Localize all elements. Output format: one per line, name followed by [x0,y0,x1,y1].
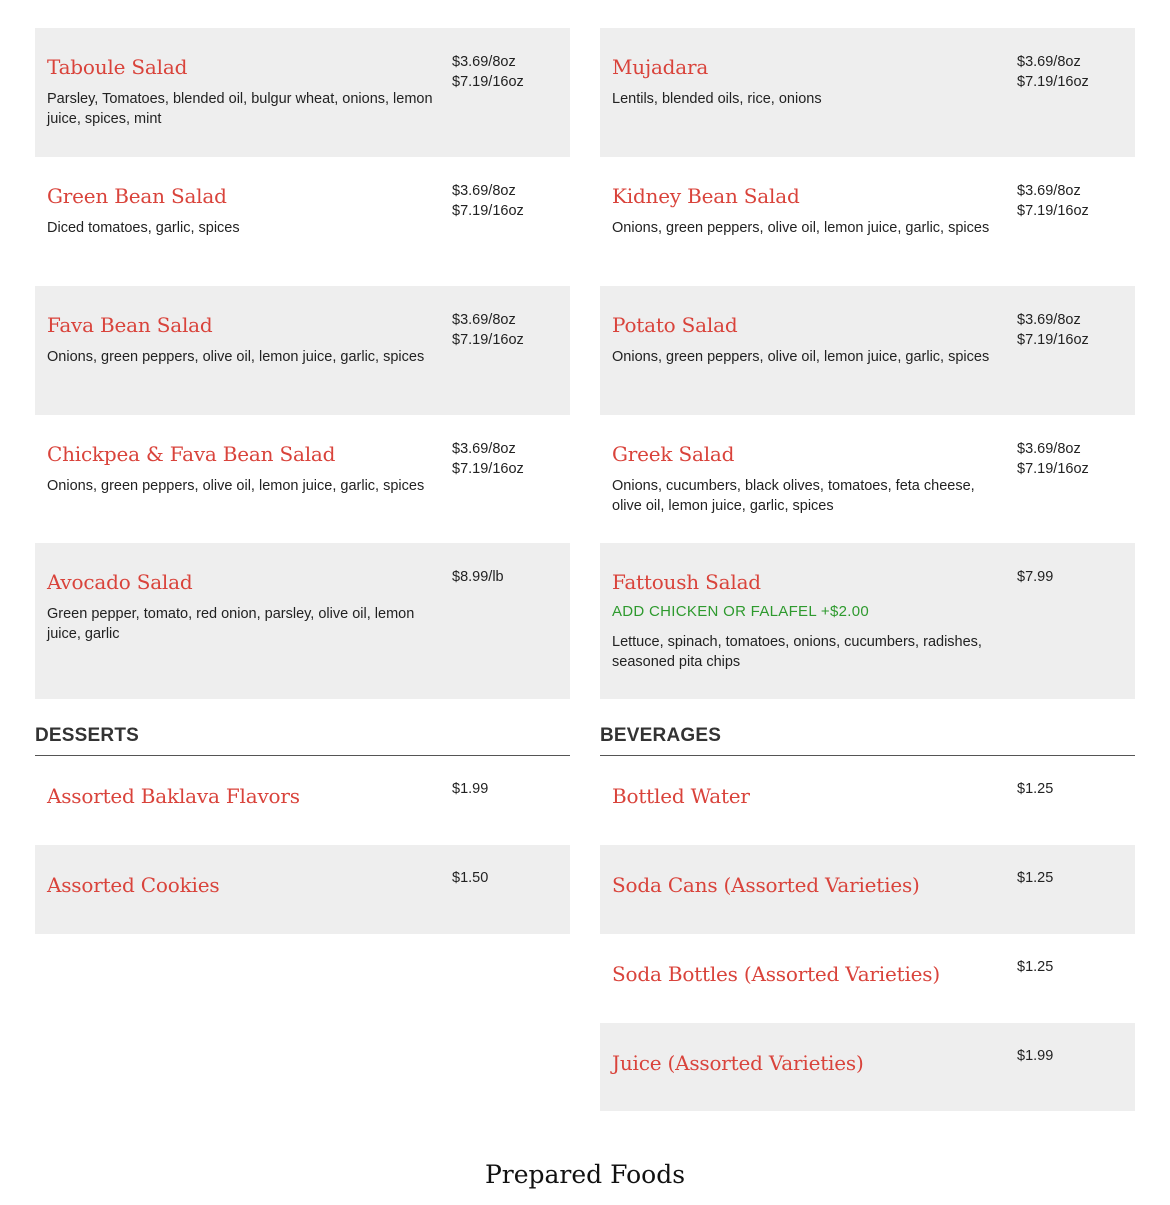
menu-item [35,286,570,415]
item-promo: ADD CHICKEN OR FALAFEL +$2.00 [612,603,869,620]
item-description: Onions, green peppers, olive oil, lemon juice, garlic, spices [612,349,990,365]
price-8oz: $3.69/8oz [1017,183,1081,199]
menu-item [35,415,570,543]
menu-item [600,934,1135,1023]
item-name: Potato Salad [612,313,738,337]
page-title: Prepared Foods [484,1160,686,1189]
menu-item [600,157,1135,286]
menu-item [35,543,570,699]
price-per-lb: $8.99/lb [452,569,504,585]
price-8oz: $3.69/8oz [452,183,516,199]
item-description: Onions, green peppers, olive oil, lemon juice, garlic, spices [47,349,425,365]
item-price: $1.25 [1017,781,1054,797]
menu-item [600,543,1135,699]
salads-left-column [35,28,570,699]
price-8oz: $3.69/8oz [1017,54,1081,70]
item-price [452,310,524,350]
price-8oz: $3.69/8oz [452,441,516,457]
item-name: Fava Bean Salad [47,313,213,337]
item-name: Chickpea & Fava Bean Salad [47,442,336,466]
desserts-list [35,756,570,934]
menu-item [35,845,570,934]
item-name: Bottled Water [612,784,750,808]
item-name: Soda Cans (Assorted Varieties) [612,873,920,897]
item-price [452,439,524,479]
item-name: Soda Bottles (Assorted Varieties) [612,962,940,986]
item-description: Lettuce, spinach, tomatoes, onions, cucumbers, radishes, seasoned pita chips [612,634,982,670]
price-16oz: $7.19/16oz [452,332,524,348]
price-8oz: $3.69/8oz [452,54,516,70]
item-name: Juice (Assorted Varieties) [612,1051,864,1075]
item-description: Green pepper, tomato, red onion, parsley, olive oil, lemon juice, garlic [47,606,415,642]
item-name: Avocado Salad [47,570,193,594]
menu-item [35,157,570,286]
item-price [452,567,504,587]
price-8oz: $3.69/8oz [1017,441,1081,457]
item-name: Taboule Salad [47,55,188,79]
menu-item [35,28,570,157]
item-description: Parsley, Tomatoes, blended oil, bulgur wheat, onions, lemon juice, spices, mint [47,91,433,127]
price-8oz: $3.69/8oz [1017,312,1081,328]
price-16oz: $7.19/16oz [1017,74,1089,90]
item-name: Greek Salad [612,442,735,466]
price-16oz: $7.19/16oz [1017,203,1089,219]
item-price [1017,310,1089,350]
item-description: Onions, cucumbers, black olives, tomatoes, feta cheese, olive oil, lemon juice, garlic, spices [612,478,975,514]
menu-item [600,756,1135,845]
beverages-list [600,756,1135,1111]
item-description: Lentils, blended oils, rice, onions [612,91,822,107]
beverages-header [600,698,1135,756]
item-price [1017,567,1053,587]
item-price: $1.50 [452,870,489,886]
section-title: DESSERTS [35,725,140,746]
item-name: Assorted Cookies [47,873,220,897]
item-price [1017,181,1089,221]
price-16oz: $7.19/16oz [452,203,524,219]
price-16oz: $7.19/16oz [452,74,524,90]
menu-item [600,845,1135,934]
item-price [452,52,524,92]
price-single: $7.99 [1017,569,1054,585]
item-description: Diced tomatoes, garlic, spices [47,220,240,236]
item-price [452,181,524,221]
item-price: $1.99 [1017,1048,1054,1064]
item-description: Onions, green peppers, olive oil, lemon juice, garlic, spices [612,220,990,236]
menu-item [600,415,1135,543]
salads-right-column [600,28,1135,699]
price-16oz: $7.19/16oz [1017,461,1089,477]
item-description: Onions, green peppers, olive oil, lemon juice, garlic, spices [47,478,425,494]
section-title: BEVERAGES [600,725,722,746]
item-name: Kidney Bean Salad [612,184,800,208]
desserts-header [35,698,570,756]
item-name: Fattoush Salad [612,570,761,594]
item-name: Mujadara [612,55,709,79]
item-name: Assorted Baklava Flavors [47,784,300,808]
item-price [1017,439,1089,479]
item-price [1017,52,1089,92]
price-8oz: $3.69/8oz [452,312,516,328]
item-price: $1.25 [1017,870,1054,886]
price-16oz: $7.19/16oz [452,461,524,477]
item-name: Green Bean Salad [47,184,227,208]
menu-item [600,1023,1135,1111]
menu-item [600,286,1135,415]
price-16oz: $7.19/16oz [1017,332,1089,348]
menu-item [600,28,1135,157]
item-price: $1.99 [452,781,489,797]
item-price: $1.25 [1017,959,1054,975]
menu-item [35,756,570,845]
